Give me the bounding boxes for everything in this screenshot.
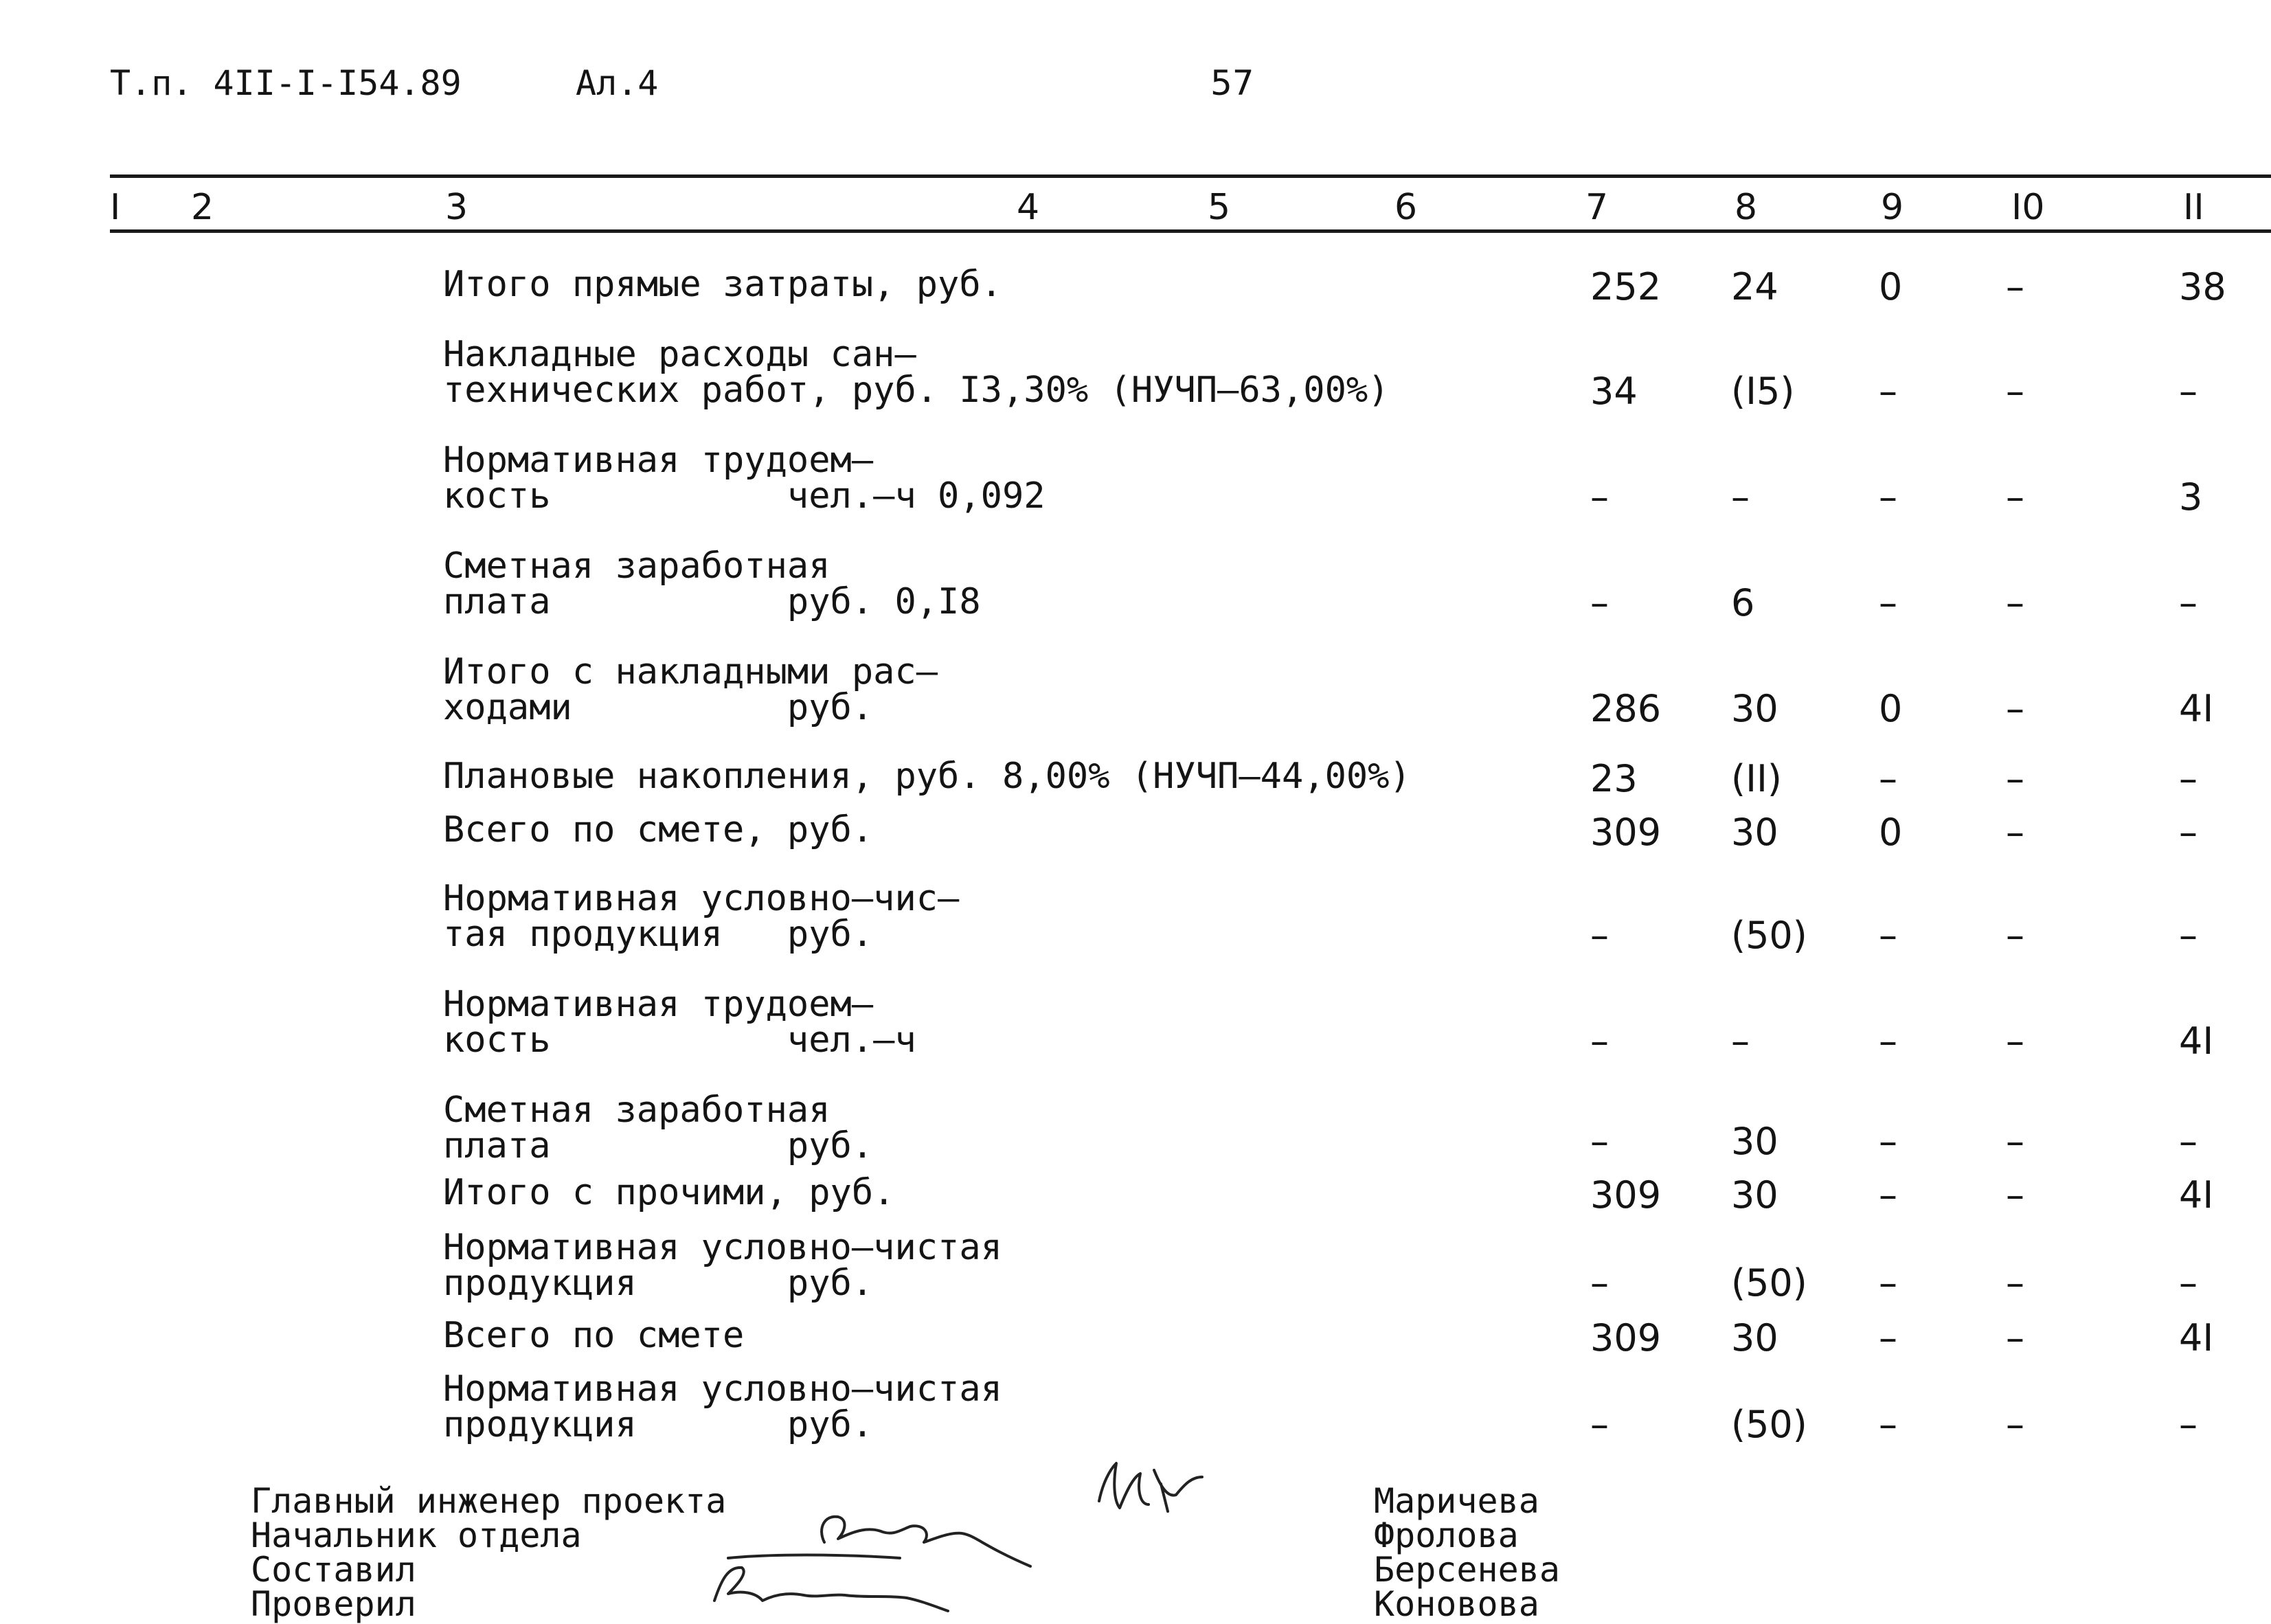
row-description-line: технических работ, руб. I3,30% (НУЧП–63,00%) bbox=[443, 370, 1390, 411]
row-description-line: Нормативная условно–чистая bbox=[443, 1227, 1002, 1268]
cell-col10: – bbox=[2006, 1316, 2024, 1360]
cell-col10: – bbox=[2006, 265, 2024, 308]
cell-col9: – bbox=[1879, 1173, 1897, 1217]
cell-col11: 4I bbox=[2179, 1173, 2214, 1217]
cell-col7: – bbox=[1590, 1120, 1609, 1163]
row-description-line: Нормативная условно–чистая bbox=[443, 1368, 1002, 1410]
signer-name: Берсенева bbox=[1374, 1550, 1560, 1590]
cell-col8: 24 bbox=[1731, 265, 1778, 308]
cell-col8: (II) bbox=[1731, 757, 1782, 800]
cell-col8: – bbox=[1731, 1019, 1750, 1063]
cell-col11: – bbox=[2179, 914, 2197, 957]
row-description-line: тая продукция руб. bbox=[443, 914, 874, 955]
cell-col10: – bbox=[2006, 757, 2024, 800]
row-description-line: Сметная заработная bbox=[443, 545, 831, 587]
cell-col9: – bbox=[1879, 370, 1897, 413]
cell-col7: 309 bbox=[1590, 1173, 1662, 1217]
cell-col8: (50) bbox=[1731, 1403, 1807, 1446]
cell-col11: – bbox=[2179, 581, 2197, 624]
column-number: 2 bbox=[191, 187, 214, 228]
cell-col8: (I5) bbox=[1731, 370, 1795, 413]
column-number: 7 bbox=[1585, 187, 1609, 228]
cell-col9: – bbox=[1879, 1261, 1897, 1305]
cell-col7: – bbox=[1590, 914, 1609, 957]
signer-name: Маричева bbox=[1374, 1481, 1539, 1521]
cell-col9: – bbox=[1879, 475, 1897, 519]
cell-col11: 3 bbox=[2179, 475, 2203, 519]
row-description-line: Всего по смете, руб. bbox=[443, 809, 874, 850]
cell-col8: 6 bbox=[1731, 581, 1755, 624]
cell-col9: – bbox=[1879, 1316, 1897, 1360]
cell-col11: 4I bbox=[2179, 1019, 2214, 1063]
row-description-line: Итого с накладными рас– bbox=[443, 651, 938, 692]
cell-col10: – bbox=[2006, 581, 2024, 624]
signer-name: Коновова bbox=[1374, 1584, 1539, 1624]
cell-col10: – bbox=[2006, 1120, 2024, 1163]
cell-col7: – bbox=[1590, 1403, 1609, 1446]
cell-col7: – bbox=[1590, 475, 1609, 519]
column-number: II bbox=[2183, 187, 2204, 228]
album-number: Ал.4 bbox=[576, 63, 659, 103]
page-number: 57 bbox=[1210, 63, 1254, 103]
row-description-line: Плановые накопления, руб. 8,00% (НУЧП–44,00%) bbox=[443, 756, 1411, 797]
cell-col10: – bbox=[2006, 370, 2024, 413]
column-number: 4 bbox=[1017, 187, 1040, 228]
cell-col11: – bbox=[2179, 811, 2197, 854]
cell-col9: – bbox=[1879, 1019, 1897, 1063]
cell-col7: – bbox=[1590, 1261, 1609, 1305]
cell-col8: 30 bbox=[1731, 1173, 1778, 1217]
cell-col9: – bbox=[1879, 757, 1897, 800]
cell-col9: – bbox=[1879, 914, 1897, 957]
row-description-line: Сметная заработная bbox=[443, 1090, 831, 1131]
row-description-line: плата руб. bbox=[443, 1125, 874, 1166]
row-description-line: ходами руб. bbox=[443, 687, 874, 728]
cell-col10: – bbox=[2006, 811, 2024, 854]
cell-col9: 0 bbox=[1879, 687, 1903, 730]
cell-col8: 30 bbox=[1731, 1120, 1778, 1163]
cell-col9: 0 bbox=[1879, 811, 1903, 854]
signature-stroke bbox=[714, 1568, 948, 1611]
cell-col10: – bbox=[2006, 914, 2024, 957]
row-description-line: продукция руб. bbox=[443, 1404, 874, 1445]
cell-col9: 0 bbox=[1879, 265, 1903, 308]
cell-col7: 34 bbox=[1590, 370, 1638, 413]
cell-col7: 286 bbox=[1590, 687, 1662, 730]
cell-col7: – bbox=[1590, 1019, 1609, 1063]
row-description-line: кость чел.–ч 0,092 bbox=[443, 475, 1046, 517]
signature-stroke bbox=[728, 1517, 1030, 1566]
cell-col8: 30 bbox=[1731, 1316, 1778, 1360]
cell-col11: 4I bbox=[2179, 1316, 2214, 1360]
cell-col11: – bbox=[2179, 757, 2197, 800]
cell-col11: – bbox=[2179, 1403, 2197, 1446]
cell-col7: 252 bbox=[1590, 265, 1662, 308]
cell-col7: 23 bbox=[1590, 757, 1638, 800]
row-description-line: Нормативная условно–чис– bbox=[443, 878, 960, 919]
column-number: 6 bbox=[1394, 187, 1418, 228]
cell-col10: – bbox=[2006, 1403, 2024, 1446]
row-description-line: Итого с прочими, руб. bbox=[443, 1172, 895, 1213]
cell-col7: – bbox=[1590, 581, 1609, 624]
row-description-line: Нормативная трудоем– bbox=[443, 984, 874, 1025]
column-number: 8 bbox=[1735, 187, 1758, 228]
cell-col11: – bbox=[2179, 370, 2197, 413]
column-number: I bbox=[110, 187, 121, 228]
cell-col9: – bbox=[1879, 581, 1897, 624]
cell-col8: (50) bbox=[1731, 1261, 1807, 1305]
cell-col10: – bbox=[2006, 1261, 2024, 1305]
signer-name: Фролова bbox=[1374, 1515, 1519, 1555]
column-number: I0 bbox=[2011, 187, 2045, 228]
signer-role: Главный инженер проекта bbox=[251, 1481, 727, 1521]
row-description-line: Итого прямые затраты, руб. bbox=[443, 264, 1002, 305]
cell-col9: – bbox=[1879, 1403, 1897, 1446]
row-description-line: кость чел.–ч bbox=[443, 1019, 916, 1061]
cell-col11: – bbox=[2179, 1261, 2197, 1305]
column-number: 3 bbox=[445, 187, 468, 228]
cell-col11: 4I bbox=[2179, 687, 2214, 730]
document-code: Т.п. 4II-I-I54.89 bbox=[110, 63, 462, 103]
row-description-line: плата руб. 0,I8 bbox=[443, 581, 981, 622]
row-description-line: Нормативная трудоем– bbox=[443, 440, 874, 481]
cell-col8: (50) bbox=[1731, 914, 1807, 957]
signer-role: Проверил bbox=[251, 1584, 416, 1624]
cell-col9: – bbox=[1879, 1120, 1897, 1163]
row-description-line: Накладные расходы сан– bbox=[443, 334, 916, 375]
cell-col10: – bbox=[2006, 687, 2024, 730]
cell-col7: 309 bbox=[1590, 1316, 1662, 1360]
signature-stroke bbox=[1099, 1463, 1202, 1511]
signer-role: Начальник отдела bbox=[251, 1515, 582, 1555]
cell-col10: – bbox=[2006, 475, 2024, 519]
cell-col10: – bbox=[2006, 1019, 2024, 1063]
cell-col8: 30 bbox=[1731, 811, 1778, 854]
row-description-line: Всего по смете bbox=[443, 1315, 745, 1356]
column-number: 9 bbox=[1881, 187, 1904, 228]
column-number: 5 bbox=[1208, 187, 1231, 228]
cell-col8: – bbox=[1731, 475, 1750, 519]
cell-col11: 38 bbox=[2179, 265, 2226, 308]
cell-col11: – bbox=[2179, 1120, 2197, 1163]
row-description-line: продукция руб. bbox=[443, 1263, 874, 1304]
cell-col7: 309 bbox=[1590, 811, 1662, 854]
signer-role: Составил bbox=[251, 1550, 416, 1590]
cell-col8: 30 bbox=[1731, 687, 1778, 730]
cell-col10: – bbox=[2006, 1173, 2024, 1217]
